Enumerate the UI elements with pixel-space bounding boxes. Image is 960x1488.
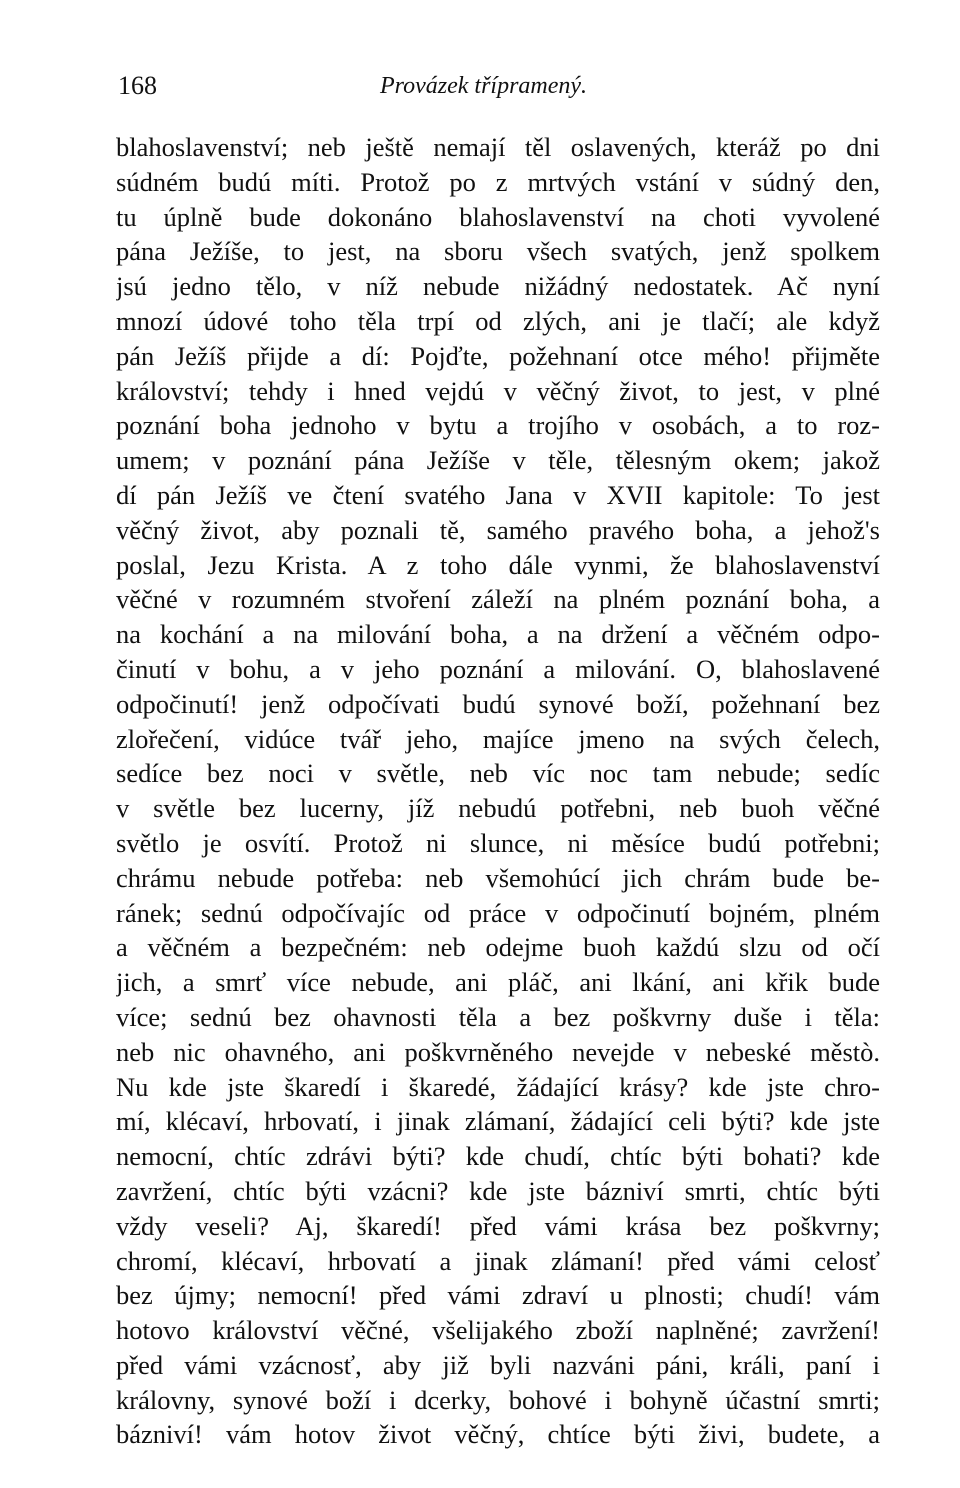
text-line: nemocní, chtíc zdrávi býti? kde chudí, chtíc býti bohati? kde <box>116 1141 880 1172</box>
text-line: ránek; sednú odpočívajíc od práce v odpočinutí bojném, plném <box>116 897 880 928</box>
text-line: jsú jedno tělo, v níž nebude nižádný nedostatek. Ač nyní <box>116 271 880 302</box>
text-line: před vámi vzácnosť, aby již byli nazváni páni, králi, paní i <box>116 1349 880 1380</box>
text-line: bázniví! vám hotov život věčný, chtíce býti živi, budete, a <box>116 1419 880 1450</box>
text-line: jich, a smrť více nebude, ani pláč, ani lkání, ani křik bude <box>116 967 880 998</box>
text-line: poslal, Jezu Krista. A z toho dále vynmi, že blahoslavenství <box>116 549 880 580</box>
text-line: věčné v rozumném stvoření záleží na plném poznání boha, a <box>116 584 880 615</box>
text-line: neb nic ohavného, ani poškvrněného nevejde v nebeské městò. <box>116 1036 880 1067</box>
text-line: sedíce bez noci v světle, neb víc noc tam nebude; sedíc <box>116 758 880 789</box>
text-line: na kochání a na milování boha, a na držení a věčném odpo- <box>116 619 880 650</box>
text-line: umem; v poznání pána Ježíše v těle, tělesným okem; jakož <box>116 445 880 476</box>
text-line: poznání boha jednoho v bytu a trojího v osobách, a to roz- <box>116 410 880 441</box>
text-line: chromí, klécaví, hrbovatí a jinak zlámaní! před vámi celosť <box>116 1245 880 1276</box>
text-line: tu úplně bude dokonáno blahoslavenství na choti vyvolené <box>116 201 880 232</box>
text-line: Nu kde jste škaredí i škaredé, žádající krásy? kde jste chro- <box>116 1071 880 1102</box>
text-line: a věčném a bezpečném: neb odejme buoh každú slzu od očí <box>116 932 880 963</box>
running-head <box>118 66 880 106</box>
body-text <box>116 130 880 1452</box>
text-line: chrámu nebude potřeba: neb všemohúcí jich chrám bude be- <box>116 862 880 893</box>
text-line: vždy veseli? Aj, škaredí! před vámi krása bez poškvrny; <box>116 1210 880 1241</box>
text-line: královny, synové boží i dcerky, bohové i bohyně účastní smrti; <box>116 1384 880 1415</box>
running-title: Provázek třípramený. <box>380 73 588 99</box>
text-line: zlořečení, vidúce tvář jeho, majíce jmeno na svých čelech, <box>116 723 880 754</box>
text-line: činutí v bohu, a v jeho poznání a milování. O, blahoslavené <box>116 653 880 684</box>
text-line: blahoslavenství; neb ještě nemají těl oslavených, kteráž po dni <box>116 132 880 162</box>
text-line: království; tehdy i hned vejdú v věčný život, to jest, v plné <box>116 375 880 406</box>
text-line: bez újmy; nemocní! před vámi zdraví u plnosti; chudí! vám <box>116 1280 880 1311</box>
text-line: světlo je osvítí. Protož ni slunce, ni měsíce budú potřebni; <box>116 827 880 858</box>
text-line: zavržení, chtíc býti vzácni? kde jste bázniví smrti, chtíc býti <box>116 1175 880 1206</box>
text-line: věčný život, aby poznali tě, samého pravého boha, a jehož's <box>116 514 880 545</box>
page-number: 168 <box>118 71 157 100</box>
text-line: súdném budú míti. Protož po z mrtvých vstání v súdný den, <box>116 166 880 197</box>
text-line: více; sednú bez ohavnosti těla a bez poškvrny duše i těla: <box>116 1001 880 1032</box>
text-line: pán Ježíš přijde a dí: Pojďte, požehnaní otce mého! přijměte <box>116 340 880 371</box>
text-line: odpočinutí! jenž odpočívati budú synové boží, požehnaní bez <box>116 688 880 719</box>
text-line: pána Ježíše, to jest, na sboru všech svatých, jenž spolkem <box>116 236 880 267</box>
text-line: dí pán Ježíš ve čtení svatého Jana v XVII kapitole: To jest <box>116 479 880 510</box>
text-line: mí, klécaví, hrbovatí, i jinak zlámaní, žádající celi býti? kde jste <box>116 1106 880 1137</box>
text-line: v světle bez lucerny, jíž nebudú potřebni, neb buoh věčné <box>116 793 880 824</box>
text-line: mnozí údové toho těla trpí od zlých, ani je tlačí; ale když <box>116 305 880 336</box>
text-line: hotovo království věčné, všelijakého zboží naplněné; zavržení! <box>116 1315 880 1346</box>
